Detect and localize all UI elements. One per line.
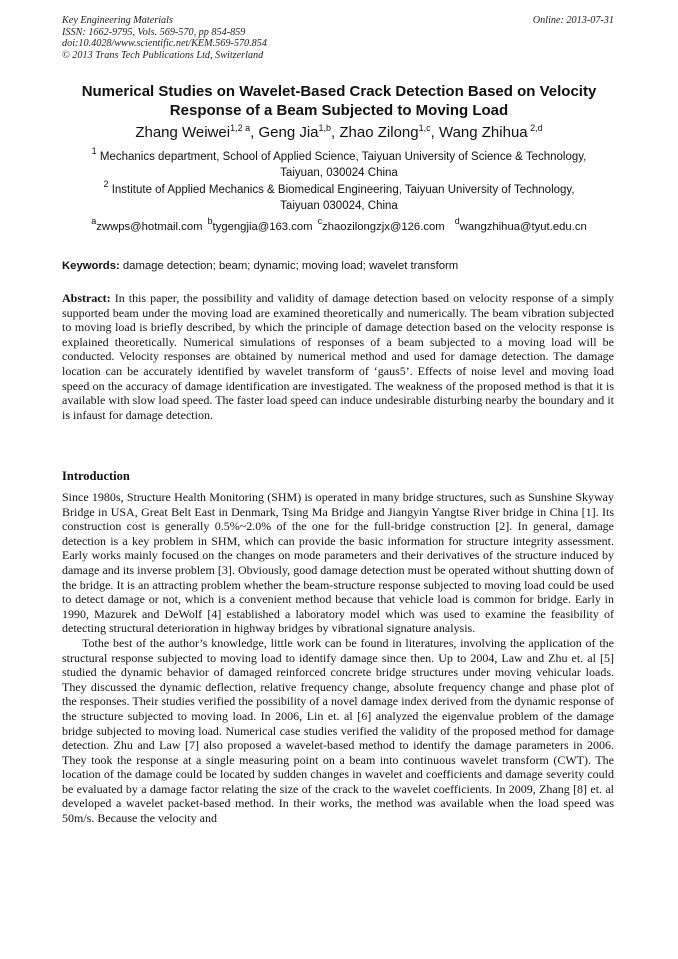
email-address: wangzhihua@tyut.edu.cn <box>459 221 587 233</box>
author-separator: , <box>331 124 340 141</box>
affiliation-text: Institute of Applied Mechanics & Biomedical Engineering, Taiyuan University of Technology, <box>108 184 575 196</box>
online-date: Online: 2013-07-31 <box>532 15 614 26</box>
author-name: Zhao Zilong <box>339 124 419 141</box>
introduction-heading: Introduction <box>62 469 130 483</box>
affiliation-city: Taiyuan 030024, China <box>280 199 398 212</box>
email-superscript: c <box>317 216 323 226</box>
email-address: zhaozilongzjx@126.com <box>322 221 445 233</box>
body-paragraph: Tothe best of the author’s knowledge, little work can be found in literatures, involving the application of the structural response subjected to moving load to identify damage since then. Up to 2004, Law and Zhu et. al [5] studied the dynamic behavior of damaged reinforced concrete bridge structures under moving vehicular loads. They discussed the dynamic deflection, relative frequency change, absolute frequency change and phase plot of the responses. Their studies verified the possibility of a novel damage index derived from the dynamic response of the structure subjected to moving load. In 2006, Lin et. al [6] analyzed the eigenvalue problem of the damage bridge subjected to moving load. Numerical case studies verified the validity of the proposed method for damage detection. Zhu and Law [7] also proposed a wavelet-based method to identify the damage parameters in 2006. They took the response at a single measuring point on a beam into continuous wavelet transform (CWT). The location of the damage could be located by sudden changes in wavelet and coefficients and damage severity could be evaluated by a damage factor relating the size of the crack to the wavelet coefficients. In 2009, Zhang [8] et. al developed a wavelet packet-based method. In their works, the method was available when the load speed was 50m/s. Because the velocity and <box>62 635 614 826</box>
affiliation-1 <box>50 146 628 181</box>
author-separator: , <box>250 124 259 141</box>
body-paragraph: Since 1980s, Structure Health Monitoring (SHM) is operated in many bridge structures, such as Sunshine Skyway Bridge in USA, Great Belt East in Denmark, Tsing Ma Bridge and Jiangyin Yangtse River bridge in China [1]. Its construction cost is generally 0.5%~2.0% of the one for the full-bridge construction [2]. In general, damage detection is a key problem in SHM, which can provide the basic information for structure integrity assessment. Early works mainly focused on the changes on mode parameters and their derivatives of the structure induced by damage and its inverse problem [3]. Obviously, good damage detection must be operated without shutting down of the bridge. It is an attracting problem whether the beam-structure response subjected to moving load could be used to detect damage or not, which is a convenient method because that vehicle load is common for bridge. Early in 1990, Mazurek and DeWolf [4] established a laboratory model which was used to examine the feasibility of detecting structural deterioration in highway bridges by vibrational signature analysis. <box>62 490 614 636</box>
email-address: zwwps@hotmail.com <box>96 221 203 233</box>
author-name: Wang Zhihua <box>438 124 528 141</box>
author-superscript: 2,d <box>527 123 543 133</box>
journal-name: Key Engineering Materials <box>62 15 173 26</box>
email-address: tygengjia@163.com <box>212 221 313 233</box>
email-superscript: a <box>91 216 97 226</box>
affiliation-number: 2 <box>103 179 109 189</box>
keywords-label: Keywords: <box>62 260 120 272</box>
introduction-body <box>62 490 614 826</box>
affiliation-number: 1 <box>91 146 97 156</box>
doi-line: doi:10.4028/www.scientific.net/KEM.569-570.854 <box>62 38 267 50</box>
email-list <box>50 216 628 236</box>
author-superscript: 1,c <box>418 123 431 133</box>
abstract-label: Abstract: <box>62 291 111 305</box>
author-name: Geng Jia <box>258 124 319 141</box>
keywords-line <box>62 259 622 274</box>
issn-line: ISSN: 1662-9795, Vols. 569-570, pp 854-859 <box>62 26 246 38</box>
affiliation-2 <box>50 179 628 214</box>
author-separator: , <box>430 124 439 141</box>
affiliation-text: Mechanics department, School of Applied Science, Taiyuan University of Science & Technology, <box>96 151 587 163</box>
author-name: Zhang Weiwei <box>135 124 231 141</box>
journal-header <box>62 15 614 61</box>
copyright-line: © 2013 Trans Tech Publications Ltd, Switzerland <box>62 49 264 61</box>
keywords-text: damage detection; beam; dynamic; moving load; wavelet transform <box>119 260 459 272</box>
paper-title: Numerical Studies on Wavelet-Based Crack Detection Based on Velocity Response of a Beam Subjected to Moving Load <box>81 83 597 119</box>
abstract-text: In this paper, the possibility and validity of damage detection based on velocity response of a simply supported beam under the moving load are examined theoretically and numerically. The beam vibration subjected to moving load is briefly described, by which the principle of damage detection based on the velocity response is explained theoretically. Numerical simulations of responses of a beam subjected to a moving load will be conducted. Velocity responses are obtained by numerical method and used for damage detection. The damage location can be accurately identified by wavelet transform of ‘gaus5’. Effects of noise level and moving load speed on the accuracy of damage identification are investigated. The weakness of the proposed method is that it is available with slow load speed. The faster load speed can induce undesirable disturbing nearby the boundary and it is infaust for damage detection. <box>62 291 614 422</box>
author-list <box>40 123 638 142</box>
affiliation-city: Taiyuan, 030024 China <box>280 166 398 179</box>
author-superscript: 1,2 a <box>230 123 251 133</box>
email-superscript: b <box>207 216 213 226</box>
author-superscript: 1,b <box>318 123 332 133</box>
email-superscript: d <box>454 216 460 226</box>
abstract <box>62 291 614 422</box>
